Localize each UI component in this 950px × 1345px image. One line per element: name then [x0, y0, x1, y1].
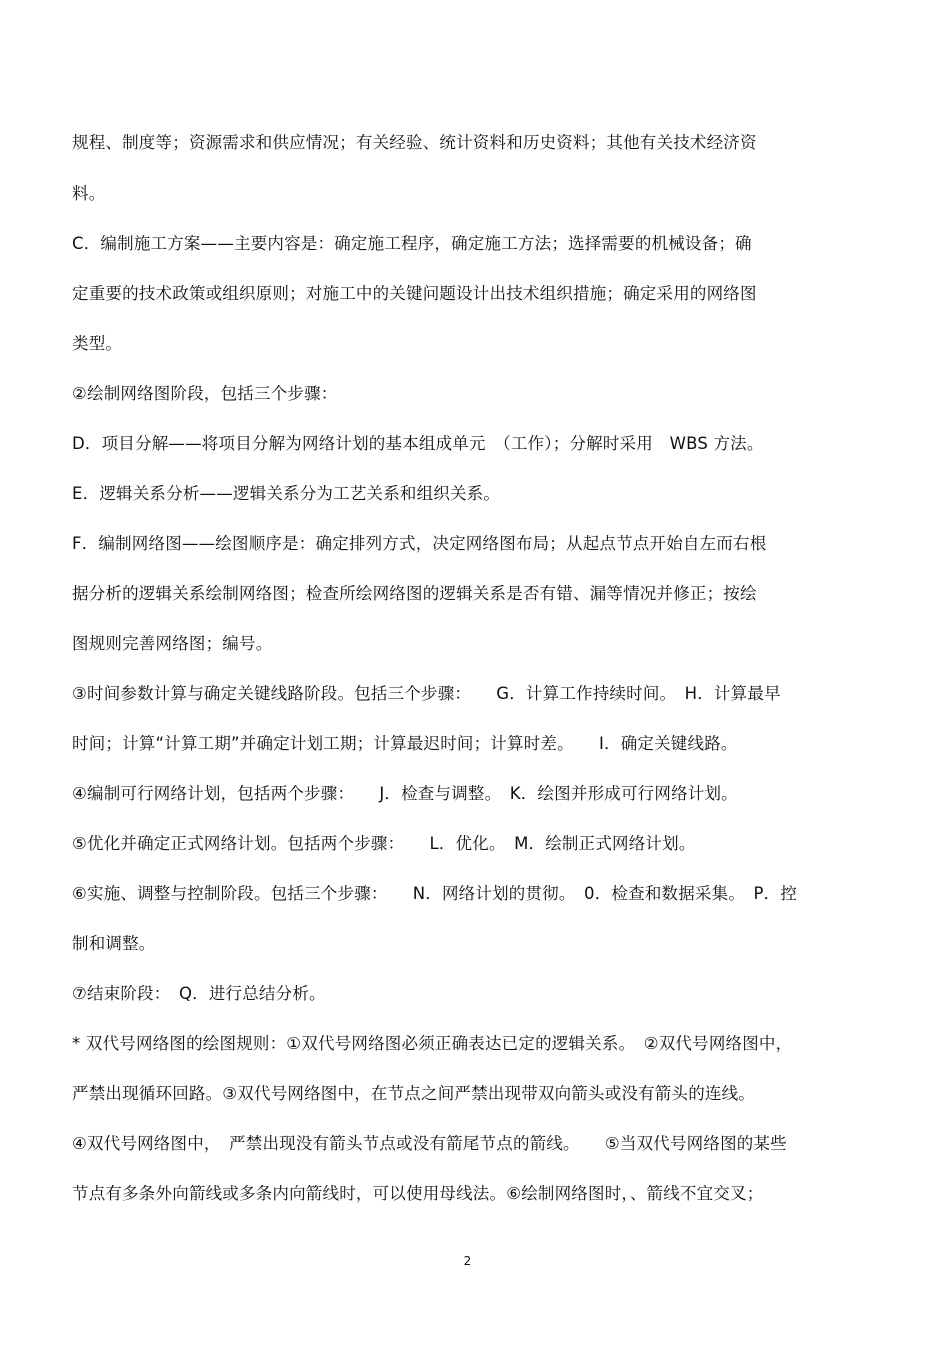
paragraph-line: 规程、制度等；资源需求和供应情况；有关经验、统计资料和历史资料；其他有关技术经济资 — [72, 133, 757, 152]
page-number: 2 — [463, 1254, 472, 1268]
paragraph-line: ④编制可行网络计划，包括两个步骤： J．检查与调整。 K．绘图并形成可行网络计划。 — [72, 784, 738, 803]
paragraph-line: 据分析的逻辑关系绘制网络图；检查所绘网络图的逻辑关系是否有错、漏等情况并修正；按绘 — [72, 584, 757, 603]
paragraph-line: 图规则完善网络图；编号。 — [72, 634, 273, 653]
paragraph-line: 时间；计算“计算工期”并确定计划工期；计算最迟时间；计算时差。 I．确定关键线路。 — [72, 734, 738, 753]
paragraph-line: ⑥实施、调整与控制阶段。包括三个步骤： N．网络计划的贯彻。 0．检查和数据采集。 P．控 — [72, 884, 798, 903]
paragraph-line: D．项目分解——将项目分解为网络计划的基本组成单元 （工作）；分解时采用 WBS 方法。 — [72, 434, 764, 453]
paragraph-line: 料。 — [72, 184, 106, 203]
paragraph-line: ⑦结束阶段： Q．进行总结分析。 — [72, 984, 326, 1003]
paragraph-line: ⑤优化并确定正式网络计划。包括两个步骤： L．优化。 M．绘制正式网络计划。 — [72, 834, 696, 853]
paragraph-line: 类型。 — [72, 334, 123, 353]
paragraph-line: ③时间参数计算与确定关键线路阶段。包括三个步骤： G．计算工作持续时间。 H．计算最早 — [72, 684, 781, 703]
paragraph-line: 节点有多条外向箭线或多条内向箭线时，可以使用母线法。⑥绘制网络图时，、箭线不宜交叉； — [72, 1184, 764, 1203]
paragraph-line: C．编制施工方案——主要内容是：确定施工程序，确定施工方法；选择需要的机械设备；确 — [72, 234, 752, 253]
paragraph-line: E．逻辑关系分析——逻辑关系分为工艺关系和组织关系。 — [72, 484, 501, 503]
paragraph-line: * 双代号网络图的绘图规则：①双代号网络图必须正确表达已定的逻辑关系。 ②双代号网络图中， — [72, 1034, 793, 1053]
paragraph-line: 严禁出现循环回路。③双代号网络图中，在节点之间严禁出现带双向箭头或没有箭头的连线。 — [72, 1084, 755, 1103]
paragraph-line: ②绘制网络图阶段，包括三个步骤： — [72, 384, 338, 403]
paragraph-line: F．编制网络图——绘图顺序是：确定排列方式，决定网络图布局；从起点节点开始自左而右根 — [72, 534, 767, 553]
paragraph-line: 定重要的技术政策或组织原则；对施工中的关键问题设计出技术组织措施；确定采用的网络图 — [72, 284, 757, 303]
paragraph-line: ④双代号网络图中， 严禁出现没有箭头节点或没有箭尾节点的箭线。 ⑤当双代号网络图的某些 — [72, 1134, 787, 1153]
paragraph-line: 制和调整。 — [72, 934, 156, 953]
